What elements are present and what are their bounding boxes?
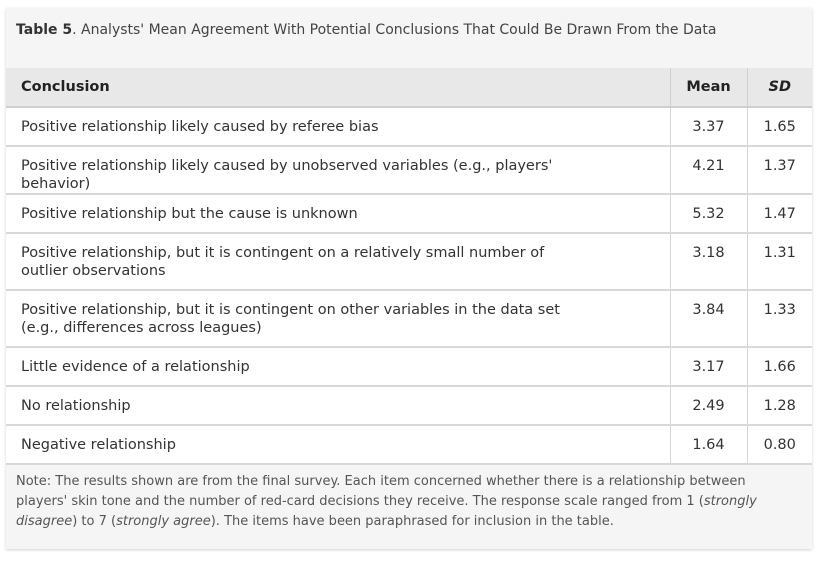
conclusion-cell: Positive relationship, but it is contingent on other variables in the data set (e.g., differences across leagues) — [6, 290, 670, 347]
mean-cell: 3.84 — [670, 290, 747, 347]
table-row — [6, 107, 812, 146]
mean-cell: 2.49 — [670, 386, 747, 425]
note-emphasis-2: strongly agree — [116, 514, 211, 529]
table-row — [6, 233, 812, 290]
conclusion-cell: No relationship — [6, 386, 670, 425]
header-conclusion: Conclusion — [6, 68, 670, 107]
header-sd: SD — [747, 68, 812, 107]
table-row — [6, 347, 812, 386]
caption-text: . Analysts' Mean Agreement With Potential Conclusions That Could Be Drawn From the Data — [72, 22, 717, 38]
mean-cell: 4.21 — [670, 146, 747, 194]
table-row — [6, 386, 812, 425]
table-note — [16, 472, 776, 532]
conclusion-cell: Positive relationship but the cause is unknown — [6, 194, 670, 233]
sd-cell: 1.47 — [747, 194, 812, 233]
sd-cell: 1.66 — [747, 347, 812, 386]
table-label: Table 5 — [16, 22, 73, 38]
table-row — [6, 290, 812, 347]
mean-cell: 5.32 — [670, 194, 747, 233]
mean-cell: 1.64 — [670, 425, 747, 464]
header-mean: Mean — [670, 68, 747, 107]
sd-cell: 1.65 — [747, 107, 812, 146]
mean-cell: 3.17 — [670, 347, 747, 386]
header-row — [6, 68, 812, 107]
sd-cell: 1.37 — [747, 146, 812, 194]
conclusions-table — [6, 68, 812, 465]
mean-cell: 3.18 — [670, 233, 747, 290]
note-emphasis-1: strongly disagree — [16, 494, 757, 529]
sd-cell: 1.31 — [747, 233, 812, 290]
conclusion-cell: Positive relationship likely caused by unobserved variables (e.g., players' behavior) — [6, 146, 670, 194]
sd-cell: 0.80 — [747, 425, 812, 464]
note-text-3: ). The items have been paraphrased for inclusion in the table. — [210, 514, 614, 529]
note-text-1: Note: The results shown are from the final survey. Each item concerned whether there is a relationship between players' skin tone and the number of red-card decisions they receive. The response scale ranged from 1 ( — [16, 474, 746, 509]
table-row — [6, 194, 812, 233]
table-caption — [16, 22, 716, 38]
conclusion-cell: Negative relationship — [6, 425, 670, 464]
note-text-2: ) to 7 ( — [72, 514, 117, 529]
table-row — [6, 425, 812, 464]
sd-cell: 1.33 — [747, 290, 812, 347]
table-row — [6, 146, 812, 194]
conclusion-cell: Positive relationship, but it is contingent on a relatively small number of outlier observations — [6, 233, 670, 290]
sd-cell: 1.28 — [747, 386, 812, 425]
mean-cell: 3.37 — [670, 107, 747, 146]
conclusion-cell: Little evidence of a relationship — [6, 347, 670, 386]
conclusion-cell: Positive relationship likely caused by referee bias — [6, 107, 670, 146]
